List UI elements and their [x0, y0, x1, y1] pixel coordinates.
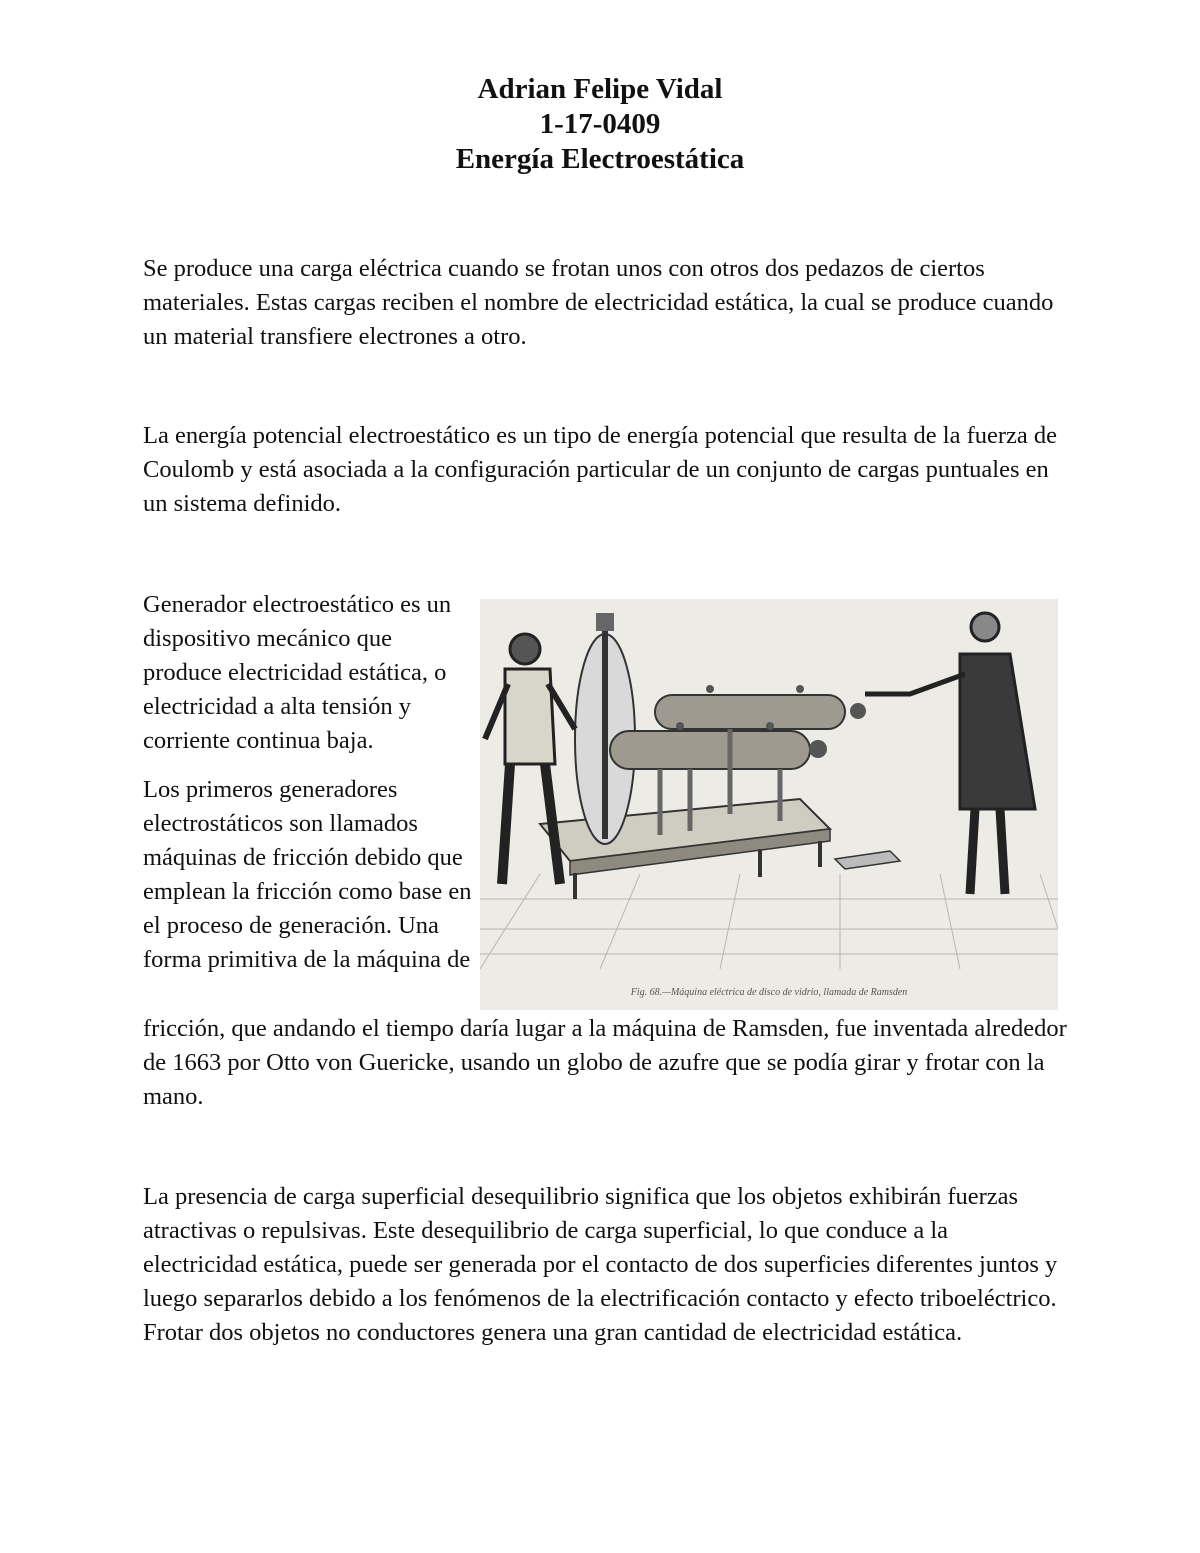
- paragraph-friction-continued: fricción, que andando el tiempo daría lugar a la máquina de Ramsden, fue inventada alrededor de 1663 por Otto von Guericke, usando un globo de azufre que se podía girar y frotar con la mano.: [143, 1015, 1067, 1110]
- ramsden-machine-illustration: [480, 599, 1058, 1010]
- engraving-drawing: [480, 599, 1058, 1010]
- document-header: [0, 72, 1200, 177]
- figure-caption: Fig. 68.—Máquina eléctrica de disco de vidrio, llamada de Ramsden: [630, 987, 908, 998]
- author-name: Adrian Felipe Vidal: [477, 73, 723, 105]
- paragraph-friction-machines: Los primeros generadores electrostáticos son llamados máquinas de fricción debido que emplean la fricción como base en el proceso de generación. Una forma primitiva de la máquina de: [143, 776, 472, 973]
- paragraph-static-charge: Se produce una carga eléctrica cuando se frotan unos con otros dos pedazos de ciertos materiales. Estas cargas reciben el nombre de electricidad estática, la cual se produce cuando un material transfiere electrones a otro.: [143, 255, 1054, 350]
- student-id: 1-17-0409: [539, 108, 661, 140]
- paragraph-generator: Generador electroestático es un dispositivo mecánico que produce electricidad estática, o electricidad a alta tensión y corriente continua baja.: [143, 591, 452, 754]
- paragraph-potential-energy: La energía potencial electroestático es un tipo de energía potencial que resulta de la fuerza de Coulomb y está asociada a la configuración particular de un conjunto de cargas puntuales en un sistema definido.: [143, 422, 1058, 517]
- paragraph-surface-charge: La presencia de carga superficial desequilibrio significa que los objetos exhibirán fuerzas atractivas o repulsivas. Este desequilibrio de carga superficial, lo que conduce a la electricidad estática, puede ser generada por el contacto de dos superficies diferentes juntos y luego separarlos debido a los fenómenos de la electrificación contacto y efecto triboeléctrico. Frotar dos objetos no conductores genera una gran cantidad de electricidad estática.: [143, 1183, 1058, 1346]
- document-title: Energía Electroestática: [455, 143, 745, 175]
